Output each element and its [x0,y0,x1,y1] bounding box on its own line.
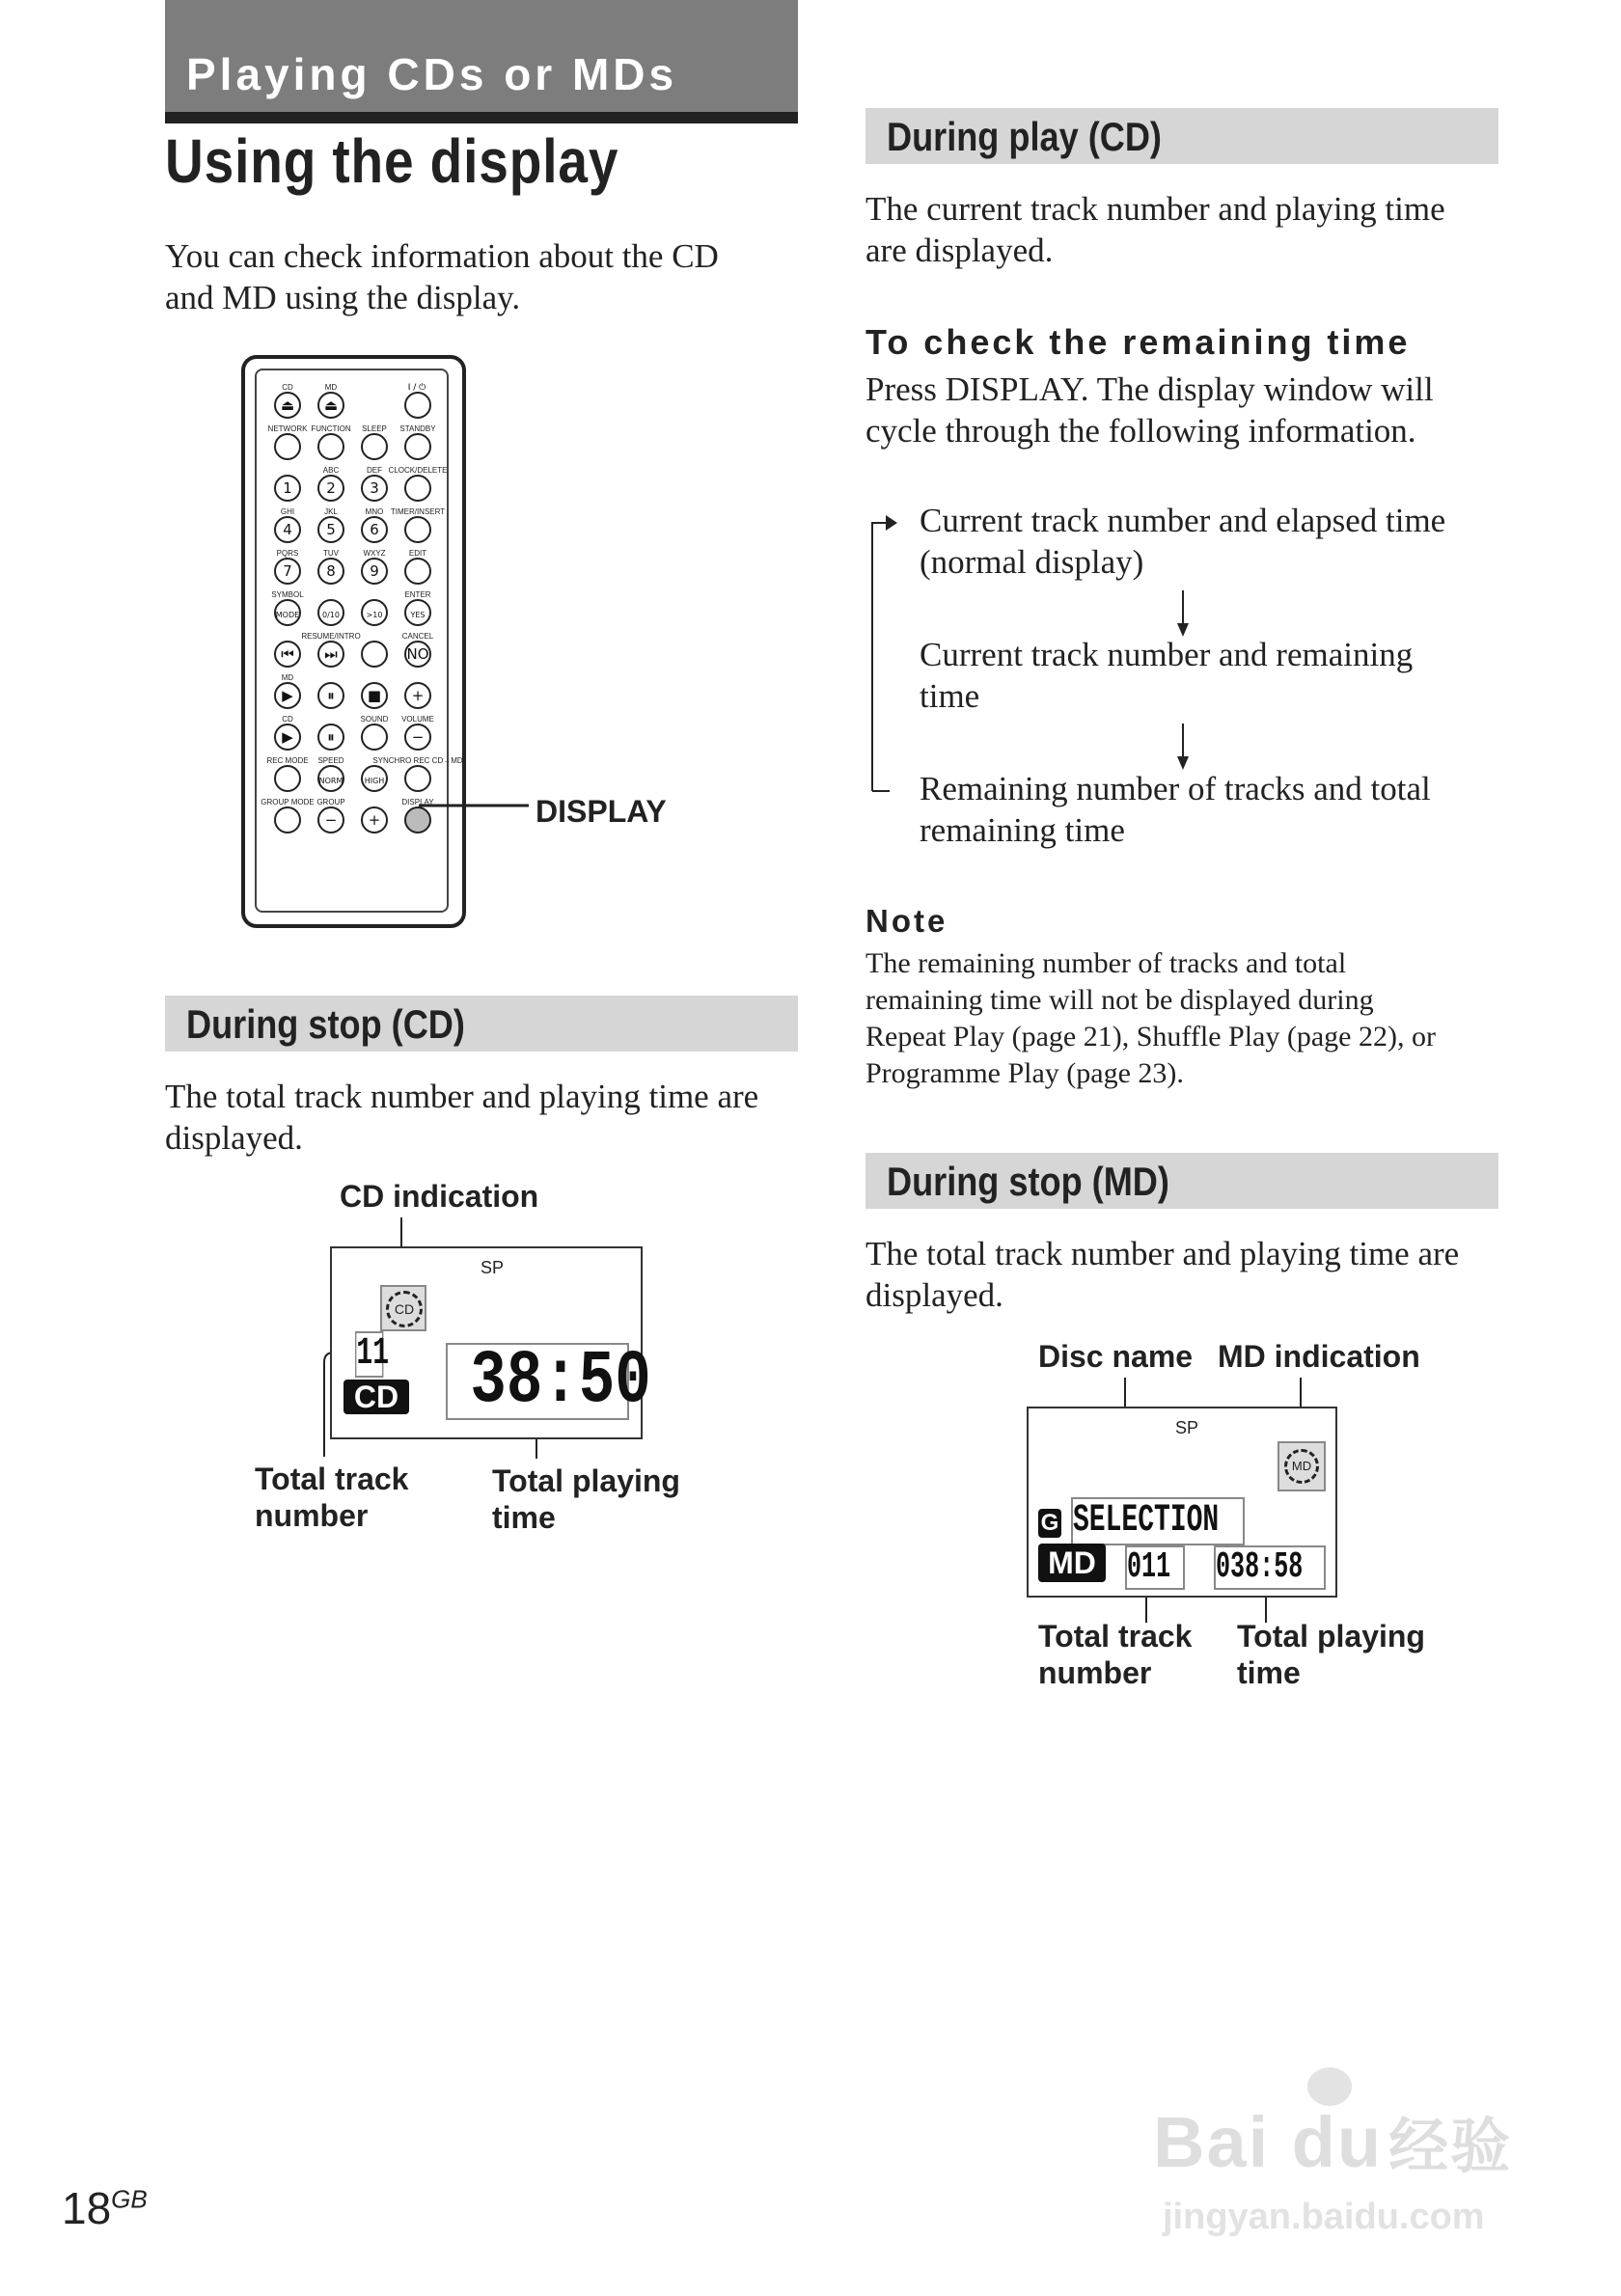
page-title: Using the display [165,126,619,196]
label-line: time [492,1500,556,1535]
remote-button-label: PQRS [276,549,299,558]
cycle-step-3 [920,768,1431,851]
remote-button-label: DEF [367,466,382,475]
section-heading: During play (CD) [887,114,1162,159]
remote-button [405,476,430,501]
play-cd-text [865,188,1445,271]
md-total-playing-time [1214,1545,1326,1590]
remote-button-glyph: ⏮ [281,645,294,663]
remote-control-illustration [241,355,466,928]
body-line: time [920,677,980,715]
remote-button-glyph: ⏸ [327,687,335,704]
body-line: The total track number and playing time are [165,1078,759,1115]
display-callout-line [405,791,540,820]
body-line: Remaining number of tracks and total [920,770,1431,807]
baidu-watermark [1153,2060,1558,2253]
power-label: I / ⏻ [407,383,426,393]
cd-lcd-display [330,1246,651,1439]
note-line: remaining time will not be displayed during [865,984,1374,1016]
remote-button-label: SOUND [360,715,389,724]
md-time-label [1237,1618,1425,1691]
chapter-title: Playing CDs or MDs [186,49,678,99]
note-line: Programme Play (page 23). [865,1057,1184,1089]
total-track-number: 11 [356,1332,390,1376]
remote-button-label: WXYZ [363,549,386,558]
remote-button-glyph: 7 [283,562,292,580]
remote-button-glyph: 0/10 [322,611,340,619]
intro-text [165,235,719,318]
cycle-step-1 [920,500,1445,583]
label-line: time [1237,1655,1301,1690]
subheading-remaining-time: To check the remaining time [865,322,1411,362]
section-play-cd [865,108,1498,164]
remote-button-label: MD [324,383,338,392]
body-line: displayed. [865,1276,1003,1314]
body-line: Current track number and remaining [920,636,1414,673]
remote-button-label: MNO [365,507,384,516]
remote-button-glyph: 8 [326,562,336,580]
md-total-playing-time-value: 038:58 [1216,1546,1304,1588]
remote-button-glyph: 5 [326,521,336,538]
cd-indication-label: CD indication [340,1179,539,1214]
remote-button-label: ABC [322,466,340,475]
sp-indicator: SP [1175,1418,1199,1437]
remote-button-label: RESUME/INTRO [301,632,361,641]
display-callout-label: DISPLAY [536,794,667,829]
watermark-url: jingyan.baidu.com [1163,2197,1485,2237]
remote-button-label: GROUP MODE [261,798,315,806]
chapter-rule [165,112,798,123]
remote-button-label: SPEED [317,756,344,765]
remote-button-label: SYMBOL [271,590,304,599]
watermark-brand-text: Bai du [1153,2102,1384,2182]
md-disc-icon-label: MD [1284,1449,1319,1484]
remote-button-glyph: − [324,811,338,829]
remote-button-label: ENTER [404,590,431,599]
remote-button-glyph: 3 [370,479,379,497]
remote-button-glyph: ▶ [282,728,293,746]
cd-disc-icon-label: CD [386,1291,423,1327]
remote-button-glyph: + [411,687,425,704]
remote-button-glyph: 9 [370,562,379,580]
body-line: Current track number and elapsed time [920,502,1446,539]
remote-button [362,642,387,667]
body-line: The current track number and playing time [865,190,1445,228]
disc-name-label: Disc name [1038,1339,1194,1374]
remote-button [405,559,430,584]
note-line: Repeat Play (page 21), Shuffle Play (page 22), or [865,1021,1436,1052]
remote-button-label: STANDBY [399,424,436,433]
remote-button-glyph: ⏭ [324,645,338,663]
remote-button [362,724,387,750]
md-lcd-display [1027,1407,1337,1598]
remote-button-glyph: NO [406,645,429,663]
body-line: cycle through the following information. [865,412,1416,450]
md-indication-label: MD indication [1218,1339,1420,1374]
page-number [62,2182,148,2234]
remote-button-label: SLEEP [362,424,387,433]
remote-button-glyph: 1 [283,479,292,497]
remote-button-label: CD [282,715,293,724]
remote-button-glyph: ▶ [282,687,293,704]
watermark-cn: 经验 [1388,2114,1513,2180]
remote-button [405,434,430,459]
remote-button [405,766,430,791]
stop-cd-text [165,1076,758,1159]
md-track-label [1038,1618,1192,1691]
total-playing-time-value: 38:50 [470,1339,651,1424]
label-line: Total track [255,1462,409,1496]
remote-button [362,434,387,459]
body-line: Press DISPLAY. The display window will [865,370,1434,408]
remote-button-label: GHI [280,507,295,516]
remote-button [318,434,343,459]
remote-button-glyph: MODE [275,611,300,619]
watermark-brand [1153,2098,1512,2184]
remote-button-glyph: YES [410,611,426,619]
intro-line: and MD using the display. [165,279,521,316]
remote-button-label: GROUP [316,798,345,806]
remote-button-label: CD [282,383,293,392]
body-line: The total track number and playing time are [865,1235,1460,1272]
cd-track-label [255,1461,408,1534]
remote-button-label: MD [281,673,294,682]
group-icon: G [1038,1509,1061,1538]
disc-name-display [1071,1497,1245,1545]
md-total-track-number [1125,1545,1185,1590]
section-heading: During stop (MD) [887,1159,1169,1204]
remote-button-glyph: + [368,811,381,829]
note-line: The remaining number of tracks and total [865,947,1347,979]
label-line: Total track [1038,1619,1193,1654]
note-text [865,945,1436,1092]
stop-md-text [865,1233,1459,1316]
cycle-step-2 [920,634,1413,717]
remote-button-label: VOLUME [401,715,434,724]
section-stop-cd [165,996,798,1052]
section-stop-md [865,1153,1498,1209]
remote-button-glyph: ⏏ [280,396,295,414]
label-line: Total playing [1237,1619,1425,1654]
cd-disc-icon [380,1285,426,1331]
remote-button-label: JKL [324,507,338,516]
md-badge: MD [1038,1544,1106,1582]
remote-button-label: REC MODE [266,756,309,765]
body-line: (normal display) [920,543,1144,581]
remote-button [405,393,430,418]
remote-button [275,766,300,791]
remote-button-glyph: − [411,728,425,746]
remote-buttons [245,359,462,924]
cd-badge: CD [343,1380,409,1414]
remote-button-label: CLOCK/DELETE [388,466,448,475]
remote-button-label: NETWORK [267,424,308,433]
remote-button-label: SYNCHRO REC CD→MD [372,756,463,765]
sp-indicator: SP [481,1258,505,1277]
chapter-bar [165,0,798,112]
remote-button-glyph: 6 [370,521,379,538]
note-heading: Note [865,903,948,939]
page-number-value: 18 [62,2183,112,2233]
remote-button-glyph: >10 [366,611,383,619]
remote-button-glyph: ⏏ [323,396,339,414]
body-line: displayed. [165,1119,303,1157]
section-heading: During stop (CD) [186,1001,465,1047]
remote-button-glyph: HIGH [364,777,385,785]
body-line: remaining time [920,811,1125,849]
body-line: are displayed. [865,232,1054,269]
remote-button-label: TUV [323,549,339,558]
remote-button [275,434,300,459]
remote-button-label: FUNCTION [311,424,351,433]
total-playing-time [446,1339,651,1424]
remote-button-label: EDIT [408,549,427,558]
label-line: Total playing [492,1463,680,1498]
label-line: number [1038,1655,1152,1690]
remote-button-glyph: ⏸ [327,728,335,746]
remote-button-glyph: ■ [367,687,382,704]
remote-button-glyph: 2 [326,479,336,497]
remote-button-label: DISPLAY [401,798,434,806]
remote-button-glyph: NORM [318,777,343,785]
page-number-suffix: GB [111,2184,148,2214]
remote-button-label: CANCEL [401,632,434,641]
intro-line: You can check information about the CD [165,237,719,275]
remaining-time-text [865,369,1434,451]
remote-button [275,807,300,833]
label-line: number [255,1498,369,1533]
md-total-track-value: 011 [1127,1546,1171,1588]
remote-button-glyph: 4 [283,521,292,538]
cd-time-label [492,1462,680,1536]
disc-name-value: SELECTION [1073,1499,1220,1543]
remote-button-label: TIMER/INSERT [390,507,446,516]
md-disc-icon [1278,1441,1326,1491]
remote-button [405,517,430,542]
